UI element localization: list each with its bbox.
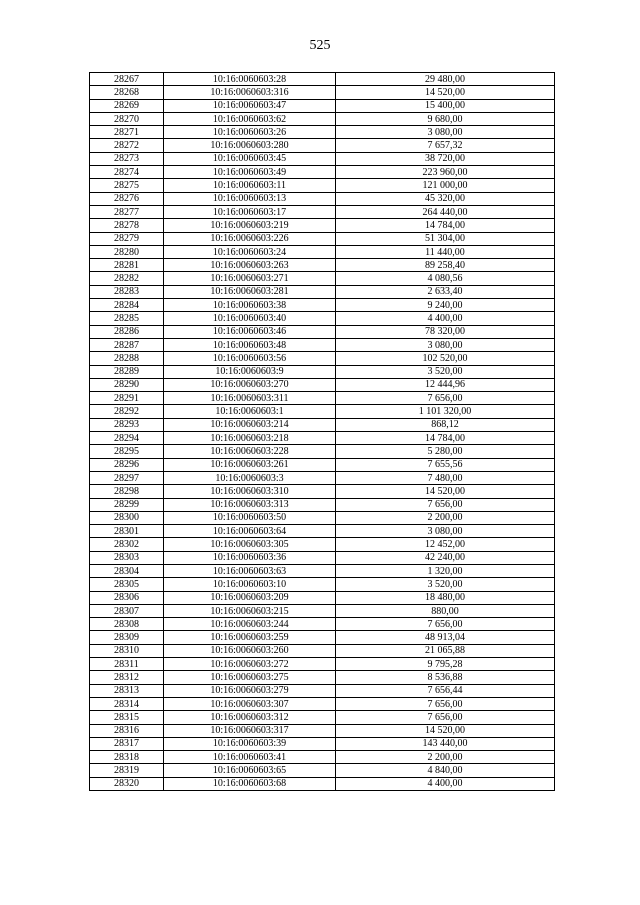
value-cell: 880,00 bbox=[336, 604, 555, 617]
table-row bbox=[90, 99, 555, 112]
cadastral-number-cell: 10:16:0060603:244 bbox=[164, 618, 336, 631]
cadastral-number-cell: 10:16:0060603:24 bbox=[164, 245, 336, 258]
value-cell: 7 657,32 bbox=[336, 139, 555, 152]
page-number: 525 bbox=[309, 38, 331, 53]
cadastral-number-cell: 10:16:0060603:279 bbox=[164, 684, 336, 697]
row-number-cell: 28282 bbox=[90, 272, 164, 285]
value-cell: 102 520,00 bbox=[336, 352, 555, 365]
table-row bbox=[90, 538, 555, 551]
row-number-cell: 28311 bbox=[90, 658, 164, 671]
value-cell: 89 258,40 bbox=[336, 259, 555, 272]
row-number-cell: 28310 bbox=[90, 644, 164, 657]
table-row bbox=[90, 591, 555, 604]
table-row bbox=[90, 299, 555, 312]
value-cell: 78 320,00 bbox=[336, 325, 555, 338]
row-number-cell: 28271 bbox=[90, 126, 164, 139]
cadastral-number-cell: 10:16:0060603:63 bbox=[164, 564, 336, 577]
table-row bbox=[90, 737, 555, 750]
row-number-cell: 28320 bbox=[90, 777, 164, 790]
value-cell: 7 656,00 bbox=[336, 618, 555, 631]
row-number-cell: 28287 bbox=[90, 338, 164, 351]
row-number-cell: 28289 bbox=[90, 365, 164, 378]
row-number-cell: 28292 bbox=[90, 405, 164, 418]
cadastral-number-cell: 10:16:0060603:28 bbox=[164, 73, 336, 86]
cadastral-number-cell: 10:16:0060603:47 bbox=[164, 99, 336, 112]
table-row bbox=[90, 245, 555, 258]
table-row bbox=[90, 325, 555, 338]
value-cell: 4 080,56 bbox=[336, 272, 555, 285]
cadastral-number-cell: 10:16:0060603:38 bbox=[164, 299, 336, 312]
table-row bbox=[90, 777, 555, 790]
value-cell: 3 520,00 bbox=[336, 578, 555, 591]
value-cell: 1 101 320,00 bbox=[336, 405, 555, 418]
row-number-cell: 28273 bbox=[90, 152, 164, 165]
table-row bbox=[90, 724, 555, 737]
table-row bbox=[90, 551, 555, 564]
row-number-cell: 28279 bbox=[90, 232, 164, 245]
cadastral-number-cell: 10:16:0060603:280 bbox=[164, 139, 336, 152]
cadastral-number-cell: 10:16:0060603:209 bbox=[164, 591, 336, 604]
cadastral-number-cell: 10:16:0060603:311 bbox=[164, 392, 336, 405]
table-row bbox=[90, 671, 555, 684]
row-number-cell: 28298 bbox=[90, 485, 164, 498]
row-number-cell: 28276 bbox=[90, 192, 164, 205]
table-row bbox=[90, 644, 555, 657]
cadastral-number-cell: 10:16:0060603:218 bbox=[164, 432, 336, 445]
cadastral-number-cell: 10:16:0060603:259 bbox=[164, 631, 336, 644]
value-cell: 9 795,28 bbox=[336, 658, 555, 671]
value-cell: 3 080,00 bbox=[336, 126, 555, 139]
value-cell: 12 444,96 bbox=[336, 378, 555, 391]
table-row bbox=[90, 405, 555, 418]
table-row bbox=[90, 285, 555, 298]
table-row bbox=[90, 192, 555, 205]
table-row bbox=[90, 352, 555, 365]
row-number-cell: 28308 bbox=[90, 618, 164, 631]
table-row bbox=[90, 73, 555, 86]
table-row bbox=[90, 458, 555, 471]
row-number-cell: 28317 bbox=[90, 737, 164, 750]
table-row bbox=[90, 751, 555, 764]
table-row bbox=[90, 179, 555, 192]
value-cell: 7 656,00 bbox=[336, 392, 555, 405]
table-row bbox=[90, 112, 555, 125]
row-number-cell: 28274 bbox=[90, 166, 164, 179]
table-row bbox=[90, 631, 555, 644]
row-number-cell: 28277 bbox=[90, 205, 164, 218]
table-row bbox=[90, 219, 555, 232]
row-number-cell: 28280 bbox=[90, 245, 164, 258]
value-cell: 8 536,88 bbox=[336, 671, 555, 684]
value-cell: 14 784,00 bbox=[336, 432, 555, 445]
table-row bbox=[90, 365, 555, 378]
table-row bbox=[90, 205, 555, 218]
value-cell: 21 065,88 bbox=[336, 644, 555, 657]
row-number-cell: 28301 bbox=[90, 525, 164, 538]
table-row bbox=[90, 697, 555, 710]
table-row bbox=[90, 684, 555, 697]
cadastral-number-cell: 10:16:0060603:3 bbox=[164, 471, 336, 484]
value-cell: 9 680,00 bbox=[336, 112, 555, 125]
row-number-cell: 28303 bbox=[90, 551, 164, 564]
cadastral-number-cell: 10:16:0060603:305 bbox=[164, 538, 336, 551]
table-row bbox=[90, 392, 555, 405]
table-row bbox=[90, 86, 555, 99]
table-row bbox=[90, 338, 555, 351]
cadastral-number-cell: 10:16:0060603:48 bbox=[164, 338, 336, 351]
cadastral-number-cell: 10:16:0060603:17 bbox=[164, 205, 336, 218]
cadastral-number-cell: 10:16:0060603:275 bbox=[164, 671, 336, 684]
table-row bbox=[90, 578, 555, 591]
value-cell: 38 720,00 bbox=[336, 152, 555, 165]
row-number-cell: 28297 bbox=[90, 471, 164, 484]
cadastral-number-cell: 10:16:0060603:68 bbox=[164, 777, 336, 790]
value-cell: 3 080,00 bbox=[336, 525, 555, 538]
value-cell: 18 480,00 bbox=[336, 591, 555, 604]
row-number-cell: 28284 bbox=[90, 299, 164, 312]
cadastral-number-cell: 10:16:0060603:46 bbox=[164, 325, 336, 338]
value-cell: 1 320,00 bbox=[336, 564, 555, 577]
row-number-cell: 28288 bbox=[90, 352, 164, 365]
table-row bbox=[90, 511, 555, 524]
value-cell: 4 840,00 bbox=[336, 764, 555, 777]
row-number-cell: 28313 bbox=[90, 684, 164, 697]
cadastral-number-cell: 10:16:0060603:36 bbox=[164, 551, 336, 564]
cadastral-number-cell: 10:16:0060603:219 bbox=[164, 219, 336, 232]
cadastral-number-cell: 10:16:0060603:263 bbox=[164, 259, 336, 272]
value-cell: 14 784,00 bbox=[336, 219, 555, 232]
row-number-cell: 28275 bbox=[90, 179, 164, 192]
cadastral-number-cell: 10:16:0060603:317 bbox=[164, 724, 336, 737]
cadastral-number-cell: 10:16:0060603:215 bbox=[164, 604, 336, 617]
cadastral-number-cell: 10:16:0060603:261 bbox=[164, 458, 336, 471]
value-cell: 9 240,00 bbox=[336, 299, 555, 312]
value-cell: 7 656,44 bbox=[336, 684, 555, 697]
cadastral-number-cell: 10:16:0060603:56 bbox=[164, 352, 336, 365]
cadastral-number-cell: 10:16:0060603:316 bbox=[164, 86, 336, 99]
cadastral-number-cell: 10:16:0060603:270 bbox=[164, 378, 336, 391]
value-cell: 121 000,00 bbox=[336, 179, 555, 192]
row-number-cell: 28296 bbox=[90, 458, 164, 471]
table-row bbox=[90, 658, 555, 671]
cadastral-number-cell: 10:16:0060603:50 bbox=[164, 511, 336, 524]
value-cell: 14 520,00 bbox=[336, 724, 555, 737]
value-cell: 3 520,00 bbox=[336, 365, 555, 378]
table-row bbox=[90, 418, 555, 431]
row-number-cell: 28278 bbox=[90, 219, 164, 232]
table-row bbox=[90, 126, 555, 139]
row-number-cell: 28293 bbox=[90, 418, 164, 431]
cadastral-number-cell: 10:16:0060603:312 bbox=[164, 711, 336, 724]
row-number-cell: 28281 bbox=[90, 259, 164, 272]
value-cell: 14 520,00 bbox=[336, 86, 555, 99]
table-row bbox=[90, 525, 555, 538]
table-row bbox=[90, 485, 555, 498]
cadastral-number-cell: 10:16:0060603:11 bbox=[164, 179, 336, 192]
row-number-cell: 28302 bbox=[90, 538, 164, 551]
row-number-cell: 28294 bbox=[90, 432, 164, 445]
row-number-cell: 28267 bbox=[90, 73, 164, 86]
row-number-cell: 28268 bbox=[90, 86, 164, 99]
value-cell: 3 080,00 bbox=[336, 338, 555, 351]
table-row bbox=[90, 471, 555, 484]
row-number-cell: 28286 bbox=[90, 325, 164, 338]
cadastral-number-cell: 10:16:0060603:40 bbox=[164, 312, 336, 325]
row-number-cell: 28269 bbox=[90, 99, 164, 112]
row-number-cell: 28309 bbox=[90, 631, 164, 644]
cadastral-number-cell: 10:16:0060603:313 bbox=[164, 498, 336, 511]
row-number-cell: 28304 bbox=[90, 564, 164, 577]
value-cell: 7 656,00 bbox=[336, 697, 555, 710]
table-row bbox=[90, 445, 555, 458]
row-number-cell: 28299 bbox=[90, 498, 164, 511]
row-number-cell: 28291 bbox=[90, 392, 164, 405]
row-number-cell: 28270 bbox=[90, 112, 164, 125]
value-cell: 4 400,00 bbox=[336, 777, 555, 790]
value-cell: 2 200,00 bbox=[336, 751, 555, 764]
value-cell: 4 400,00 bbox=[336, 312, 555, 325]
cadastral-number-cell: 10:16:0060603:13 bbox=[164, 192, 336, 205]
row-number-cell: 28290 bbox=[90, 378, 164, 391]
table-row bbox=[90, 166, 555, 179]
table-row bbox=[90, 764, 555, 777]
row-number-cell: 28318 bbox=[90, 751, 164, 764]
row-number-cell: 28306 bbox=[90, 591, 164, 604]
value-cell: 7 656,00 bbox=[336, 711, 555, 724]
value-cell: 7 480,00 bbox=[336, 471, 555, 484]
row-number-cell: 28305 bbox=[90, 578, 164, 591]
cadastral-number-cell: 10:16:0060603:62 bbox=[164, 112, 336, 125]
row-number-cell: 28285 bbox=[90, 312, 164, 325]
value-cell: 42 240,00 bbox=[336, 551, 555, 564]
cadastral-number-cell: 10:16:0060603:214 bbox=[164, 418, 336, 431]
table-row bbox=[90, 618, 555, 631]
value-cell: 51 304,00 bbox=[336, 232, 555, 245]
row-number-cell: 28314 bbox=[90, 697, 164, 710]
cadastral-number-cell: 10:16:0060603:271 bbox=[164, 272, 336, 285]
table-row bbox=[90, 564, 555, 577]
cadastral-number-cell: 10:16:0060603:64 bbox=[164, 525, 336, 538]
cadastral-number-cell: 10:16:0060603:39 bbox=[164, 737, 336, 750]
value-cell: 143 440,00 bbox=[336, 737, 555, 750]
row-number-cell: 28316 bbox=[90, 724, 164, 737]
cadastral-number-cell: 10:16:0060603:260 bbox=[164, 644, 336, 657]
row-number-cell: 28283 bbox=[90, 285, 164, 298]
table-row bbox=[90, 152, 555, 165]
row-number-cell: 28272 bbox=[90, 139, 164, 152]
row-number-cell: 28312 bbox=[90, 671, 164, 684]
table-body bbox=[90, 73, 555, 791]
data-table bbox=[89, 72, 555, 791]
value-cell: 2 200,00 bbox=[336, 511, 555, 524]
table-row bbox=[90, 378, 555, 391]
row-number-cell: 28307 bbox=[90, 604, 164, 617]
value-cell: 48 913,04 bbox=[336, 631, 555, 644]
table-row bbox=[90, 272, 555, 285]
cadastral-number-cell: 10:16:0060603:65 bbox=[164, 764, 336, 777]
value-cell: 29 480,00 bbox=[336, 73, 555, 86]
table-row bbox=[90, 604, 555, 617]
value-cell: 15 400,00 bbox=[336, 99, 555, 112]
value-cell: 264 440,00 bbox=[336, 205, 555, 218]
table-row bbox=[90, 312, 555, 325]
table-row bbox=[90, 711, 555, 724]
cadastral-number-cell: 10:16:0060603:226 bbox=[164, 232, 336, 245]
cadastral-number-cell: 10:16:0060603:49 bbox=[164, 166, 336, 179]
table-row bbox=[90, 139, 555, 152]
value-cell: 12 452,00 bbox=[336, 538, 555, 551]
value-cell: 5 280,00 bbox=[336, 445, 555, 458]
cadastral-number-cell: 10:16:0060603:41 bbox=[164, 751, 336, 764]
cadastral-number-cell: 10:16:0060603:281 bbox=[164, 285, 336, 298]
value-cell: 14 520,00 bbox=[336, 485, 555, 498]
cadastral-number-cell: 10:16:0060603:10 bbox=[164, 578, 336, 591]
value-cell: 11 440,00 bbox=[336, 245, 555, 258]
table-row bbox=[90, 432, 555, 445]
cadastral-number-cell: 10:16:0060603:272 bbox=[164, 658, 336, 671]
cadastral-number-cell: 10:16:0060603:9 bbox=[164, 365, 336, 378]
cadastral-number-cell: 10:16:0060603:1 bbox=[164, 405, 336, 418]
value-cell: 868,12 bbox=[336, 418, 555, 431]
cadastral-number-cell: 10:16:0060603:228 bbox=[164, 445, 336, 458]
row-number-cell: 28315 bbox=[90, 711, 164, 724]
table-row bbox=[90, 498, 555, 511]
value-cell: 45 320,00 bbox=[336, 192, 555, 205]
cadastral-number-cell: 10:16:0060603:310 bbox=[164, 485, 336, 498]
table-row bbox=[90, 259, 555, 272]
cadastral-number-cell: 10:16:0060603:26 bbox=[164, 126, 336, 139]
row-number-cell: 28295 bbox=[90, 445, 164, 458]
value-cell: 223 960,00 bbox=[336, 166, 555, 179]
value-cell: 2 633,40 bbox=[336, 285, 555, 298]
cadastral-number-cell: 10:16:0060603:45 bbox=[164, 152, 336, 165]
value-cell: 7 656,00 bbox=[336, 498, 555, 511]
cadastral-number-cell: 10:16:0060603:307 bbox=[164, 697, 336, 710]
row-number-cell: 28300 bbox=[90, 511, 164, 524]
row-number-cell: 28319 bbox=[90, 764, 164, 777]
value-cell: 7 655,56 bbox=[336, 458, 555, 471]
table-row bbox=[90, 232, 555, 245]
